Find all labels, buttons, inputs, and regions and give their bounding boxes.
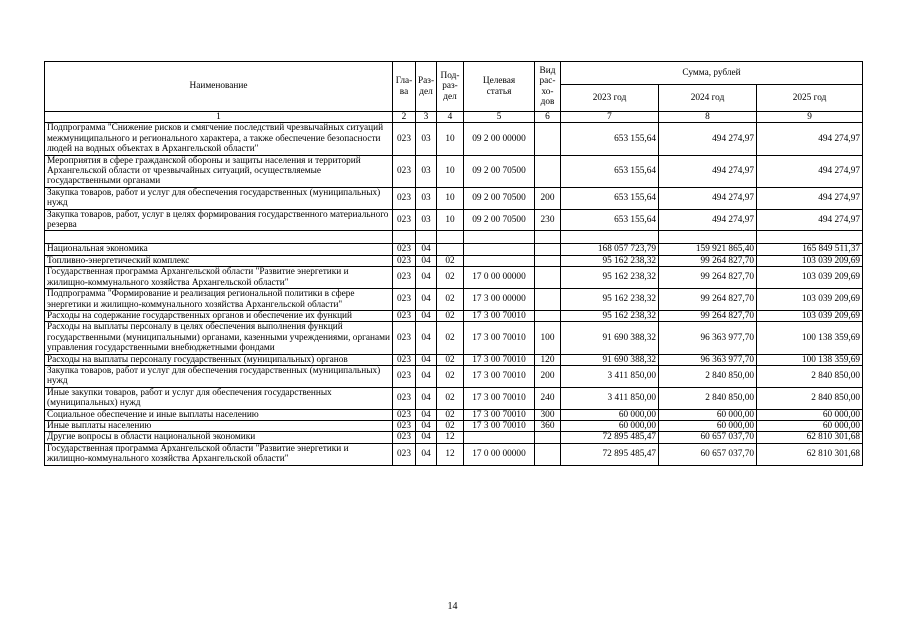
row-sum-2025: 165 849 511,37 — [757, 244, 863, 255]
row-glava: 023 — [393, 387, 416, 409]
row-podrazdel: 02 — [437, 310, 464, 321]
row-name: Закупка товаров, работ, услуг в целях формирования государственного материального резерва — [45, 209, 393, 231]
table-row — [45, 289, 863, 311]
row-sum-2023: 95 162 238,32 — [561, 289, 659, 311]
row-sum-2024 — [659, 231, 757, 244]
row-podrazdel: 02 — [437, 354, 464, 365]
column-number: 9 — [757, 112, 863, 123]
row-razdel — [416, 231, 437, 244]
row-podrazdel: 02 — [437, 267, 464, 289]
row-razdel: 04 — [416, 387, 437, 409]
row-sum-2025: 103 039 209,69 — [757, 255, 863, 266]
row-name: Расходы на содержание государственных органов и обеспечение их функций — [45, 310, 393, 321]
row-podrazdel: 10 — [437, 155, 464, 187]
row-sum-2025: 62 810 301,68 — [757, 432, 863, 443]
row-sum-2023: 72 895 485,47 — [561, 432, 659, 443]
row-sum-2023: 95 162 238,32 — [561, 255, 659, 266]
row-sum-2024: 159 921 865,40 — [659, 244, 757, 255]
row-sum-2023: 653 155,64 — [561, 155, 659, 187]
column-number-row — [45, 112, 863, 123]
row-vid — [535, 123, 561, 155]
row-glava: 023 — [393, 155, 416, 187]
row-sum-2025 — [757, 231, 863, 244]
table-row — [45, 365, 863, 387]
row-glava: 023 — [393, 289, 416, 311]
row-target: 17 3 00 70010 — [464, 365, 535, 387]
spacer-row — [45, 231, 863, 244]
row-sum-2025: 60 000,00 — [757, 409, 863, 420]
table-row — [45, 409, 863, 420]
row-sum-2024: 60 000,00 — [659, 420, 757, 431]
row-sum-2024: 494 274,97 — [659, 123, 757, 155]
header-podrazdel: Под- раз- дел — [437, 62, 464, 112]
row-name: Расходы на выплаты персоналу в целях обеспечения выполнения функций государственными (муниципальными) органами, казенными учреждениями, органами управления государственными внебюджетными фондами — [45, 322, 393, 354]
row-target: 17 3 00 70010 — [464, 387, 535, 409]
row-sum-2023: 60 000,00 — [561, 409, 659, 420]
row-sum-2023 — [561, 231, 659, 244]
row-sum-2024: 96 363 977,70 — [659, 322, 757, 354]
row-vid — [535, 289, 561, 311]
row-vid: 300 — [535, 409, 561, 420]
row-name: Подпрограмма "Формирование и реализация региональной политики в сфере энергетики и жилищно-коммунального хозяйства Архангельской области" — [45, 289, 393, 311]
row-name: Другие вопросы в области национальной экономики — [45, 432, 393, 443]
row-sum-2024: 2 840 850,00 — [659, 387, 757, 409]
row-glava: 023 — [393, 187, 416, 209]
row-sum-2024: 96 363 977,70 — [659, 354, 757, 365]
row-glava: 023 — [393, 420, 416, 431]
row-sum-2024: 60 000,00 — [659, 409, 757, 420]
row-podrazdel: 02 — [437, 409, 464, 420]
row-vid — [535, 267, 561, 289]
header-sum: Сумма, рублей — [561, 62, 863, 85]
table-row — [45, 354, 863, 365]
row-glava: 023 — [393, 365, 416, 387]
table-row — [45, 420, 863, 431]
row-sum-2023: 653 155,64 — [561, 187, 659, 209]
budget-table — [44, 61, 863, 466]
row-sum-2025: 103 039 209,69 — [757, 267, 863, 289]
row-name: Государственная программа Архангельской области "Развитие энергетики и жилищно-коммунального хозяйства Архангельской области" — [45, 267, 393, 289]
row-podrazdel: 10 — [437, 123, 464, 155]
row-sum-2023: 95 162 238,32 — [561, 267, 659, 289]
row-podrazdel: 10 — [437, 187, 464, 209]
table-row — [45, 123, 863, 155]
row-target: 17 0 00 00000 — [464, 443, 535, 465]
row-sum-2024: 60 657 037,70 — [659, 443, 757, 465]
row-name: Закупка товаров, работ и услуг для обеспечения государственных (муниципальных) нужд — [45, 365, 393, 387]
row-vid: 240 — [535, 387, 561, 409]
table-row — [45, 387, 863, 409]
row-target: 17 0 00 00000 — [464, 267, 535, 289]
row-sum-2025: 100 138 359,69 — [757, 354, 863, 365]
row-podrazdel: 10 — [437, 209, 464, 231]
row-glava: 023 — [393, 354, 416, 365]
row-glava: 023 — [393, 244, 416, 255]
row-glava: 023 — [393, 267, 416, 289]
row-razdel: 04 — [416, 420, 437, 431]
row-glava: 023 — [393, 209, 416, 231]
row-podrazdel: 02 — [437, 387, 464, 409]
row-vid: 230 — [535, 209, 561, 231]
row-vid — [535, 255, 561, 266]
row-sum-2025: 103 039 209,69 — [757, 310, 863, 321]
table-row — [45, 155, 863, 187]
row-podrazdel: 12 — [437, 432, 464, 443]
row-glava: 023 — [393, 123, 416, 155]
table-row — [45, 322, 863, 354]
row-sum-2025: 103 039 209,69 — [757, 289, 863, 311]
row-razdel: 04 — [416, 409, 437, 420]
row-vid: 200 — [535, 365, 561, 387]
row-name: Социальное обеспечение и иные выплаты населению — [45, 409, 393, 420]
row-razdel: 04 — [416, 365, 437, 387]
page-number: 14 — [447, 601, 458, 612]
column-number: 4 — [437, 112, 464, 123]
table-row — [45, 432, 863, 443]
row-sum-2023: 95 162 238,32 — [561, 310, 659, 321]
header-2025: 2025 год — [757, 85, 863, 112]
row-glava: 023 — [393, 255, 416, 266]
row-name: Расходы на выплаты персоналу государственных (муниципальных) органов — [45, 354, 393, 365]
row-podrazdel — [437, 244, 464, 255]
row-sum-2025: 494 274,97 — [757, 155, 863, 187]
row-vid — [535, 244, 561, 255]
row-razdel: 04 — [416, 267, 437, 289]
row-razdel: 04 — [416, 432, 437, 443]
row-name — [45, 231, 393, 244]
row-vid: 120 — [535, 354, 561, 365]
row-razdel: 04 — [416, 443, 437, 465]
row-sum-2023: 60 000,00 — [561, 420, 659, 431]
row-sum-2023: 653 155,64 — [561, 123, 659, 155]
column-number: 7 — [561, 112, 659, 123]
row-target — [464, 244, 535, 255]
header-razdel: Раз- дел — [416, 62, 437, 112]
row-razdel: 03 — [416, 155, 437, 187]
header-target: Целевая статья — [464, 62, 535, 112]
row-podrazdel: 02 — [437, 365, 464, 387]
row-target: 09 2 00 00000 — [464, 123, 535, 155]
header-glava: Гла- ва — [393, 62, 416, 112]
header-2024: 2024 год — [659, 85, 757, 112]
row-podrazdel: 12 — [437, 443, 464, 465]
row-sum-2024: 99 264 827,70 — [659, 255, 757, 266]
row-podrazdel: 02 — [437, 420, 464, 431]
table-row — [45, 443, 863, 465]
row-razdel: 04 — [416, 354, 437, 365]
row-name: Закупка товаров, работ и услуг для обеспечения государственных (муниципальных) нужд — [45, 187, 393, 209]
row-target: 17 3 00 70010 — [464, 420, 535, 431]
row-target: 17 3 00 70010 — [464, 310, 535, 321]
row-glava: 023 — [393, 409, 416, 420]
row-target: 09 2 00 70500 — [464, 187, 535, 209]
row-podrazdel: 02 — [437, 255, 464, 266]
row-sum-2025: 60 000,00 — [757, 420, 863, 431]
row-name: Подпрограмма "Снижение рисков и смягчение последствий чрезвычайных ситуаций межмуниципального и регионального характера, а также обеспечение безопасности людей на водных объектах в Архангельской области" — [45, 123, 393, 155]
row-podrazdel — [437, 231, 464, 244]
table-row — [45, 187, 863, 209]
row-razdel: 04 — [416, 255, 437, 266]
row-razdel: 04 — [416, 289, 437, 311]
column-number: 5 — [464, 112, 535, 123]
table-row — [45, 267, 863, 289]
row-sum-2025: 494 274,97 — [757, 123, 863, 155]
table-body — [45, 123, 863, 465]
table-row — [45, 255, 863, 266]
row-target: 17 3 00 70010 — [464, 322, 535, 354]
row-target: 17 3 00 00000 — [464, 289, 535, 311]
row-name: Мероприятия в сфере гражданской обороны и защиты населения и территорий Архангельской области от чрезвычайных ситуаций, осуществляемые государственными органами — [45, 155, 393, 187]
row-razdel: 04 — [416, 322, 437, 354]
row-target — [464, 255, 535, 266]
row-target — [464, 231, 535, 244]
row-podrazdel: 02 — [437, 322, 464, 354]
row-name: Национальная экономика — [45, 244, 393, 255]
column-number: 1 — [45, 112, 393, 123]
row-glava: 023 — [393, 432, 416, 443]
row-sum-2024: 2 840 850,00 — [659, 365, 757, 387]
row-target: 17 3 00 70010 — [464, 354, 535, 365]
row-target — [464, 432, 535, 443]
column-number: 2 — [393, 112, 416, 123]
row-sum-2023: 653 155,64 — [561, 209, 659, 231]
table-row — [45, 244, 863, 255]
row-name: Иные закупки товаров, работ и услуг для обеспечения государственных (муниципальных) нужд — [45, 387, 393, 409]
row-vid: 360 — [535, 420, 561, 431]
row-sum-2024: 494 274,97 — [659, 209, 757, 231]
row-sum-2023: 72 895 485,47 — [561, 443, 659, 465]
column-number: 3 — [416, 112, 437, 123]
row-razdel: 03 — [416, 187, 437, 209]
column-number: 6 — [535, 112, 561, 123]
header-2023: 2023 год — [561, 85, 659, 112]
row-glava — [393, 231, 416, 244]
row-target: 09 2 00 70500 — [464, 155, 535, 187]
row-sum-2023: 3 411 850,00 — [561, 387, 659, 409]
row-sum-2024: 99 264 827,70 — [659, 267, 757, 289]
row-vid — [535, 231, 561, 244]
row-sum-2025: 494 274,97 — [757, 187, 863, 209]
row-sum-2025: 494 274,97 — [757, 209, 863, 231]
row-target: 17 3 00 70010 — [464, 409, 535, 420]
row-sum-2024: 60 657 037,70 — [659, 432, 757, 443]
row-glava: 023 — [393, 443, 416, 465]
row-razdel: 03 — [416, 209, 437, 231]
row-vid — [535, 443, 561, 465]
row-vid — [535, 432, 561, 443]
row-vid: 100 — [535, 322, 561, 354]
header-vid: Вид рас- хо- дов — [535, 62, 561, 112]
header-name: Наименование — [45, 62, 393, 112]
row-sum-2025: 2 840 850,00 — [757, 387, 863, 409]
row-sum-2024: 494 274,97 — [659, 187, 757, 209]
row-sum-2023: 168 057 723,79 — [561, 244, 659, 255]
row-sum-2024: 99 264 827,70 — [659, 289, 757, 311]
column-number: 8 — [659, 112, 757, 123]
row-name: Иные выплаты населению — [45, 420, 393, 431]
row-sum-2023: 91 690 388,32 — [561, 322, 659, 354]
row-sum-2023: 3 411 850,00 — [561, 365, 659, 387]
row-sum-2025: 2 840 850,00 — [757, 365, 863, 387]
row-sum-2024: 494 274,97 — [659, 155, 757, 187]
row-name: Государственная программа Архангельской области "Развитие энергетики и жилищно-коммунального хозяйства Архангельской области" — [45, 443, 393, 465]
row-razdel: 03 — [416, 123, 437, 155]
row-sum-2025: 62 810 301,68 — [757, 443, 863, 465]
row-target: 09 2 00 70500 — [464, 209, 535, 231]
row-sum-2024: 99 264 827,70 — [659, 310, 757, 321]
row-glava: 023 — [393, 310, 416, 321]
row-glava: 023 — [393, 322, 416, 354]
row-vid — [535, 155, 561, 187]
table-row — [45, 310, 863, 321]
row-vid: 200 — [535, 187, 561, 209]
row-podrazdel: 02 — [437, 289, 464, 311]
row-razdel: 04 — [416, 244, 437, 255]
row-sum-2025: 100 138 359,69 — [757, 322, 863, 354]
row-name: Топливно-энергетический комплекс — [45, 255, 393, 266]
table-row — [45, 209, 863, 231]
row-sum-2023: 91 690 388,32 — [561, 354, 659, 365]
row-razdel: 04 — [416, 310, 437, 321]
row-vid — [535, 310, 561, 321]
